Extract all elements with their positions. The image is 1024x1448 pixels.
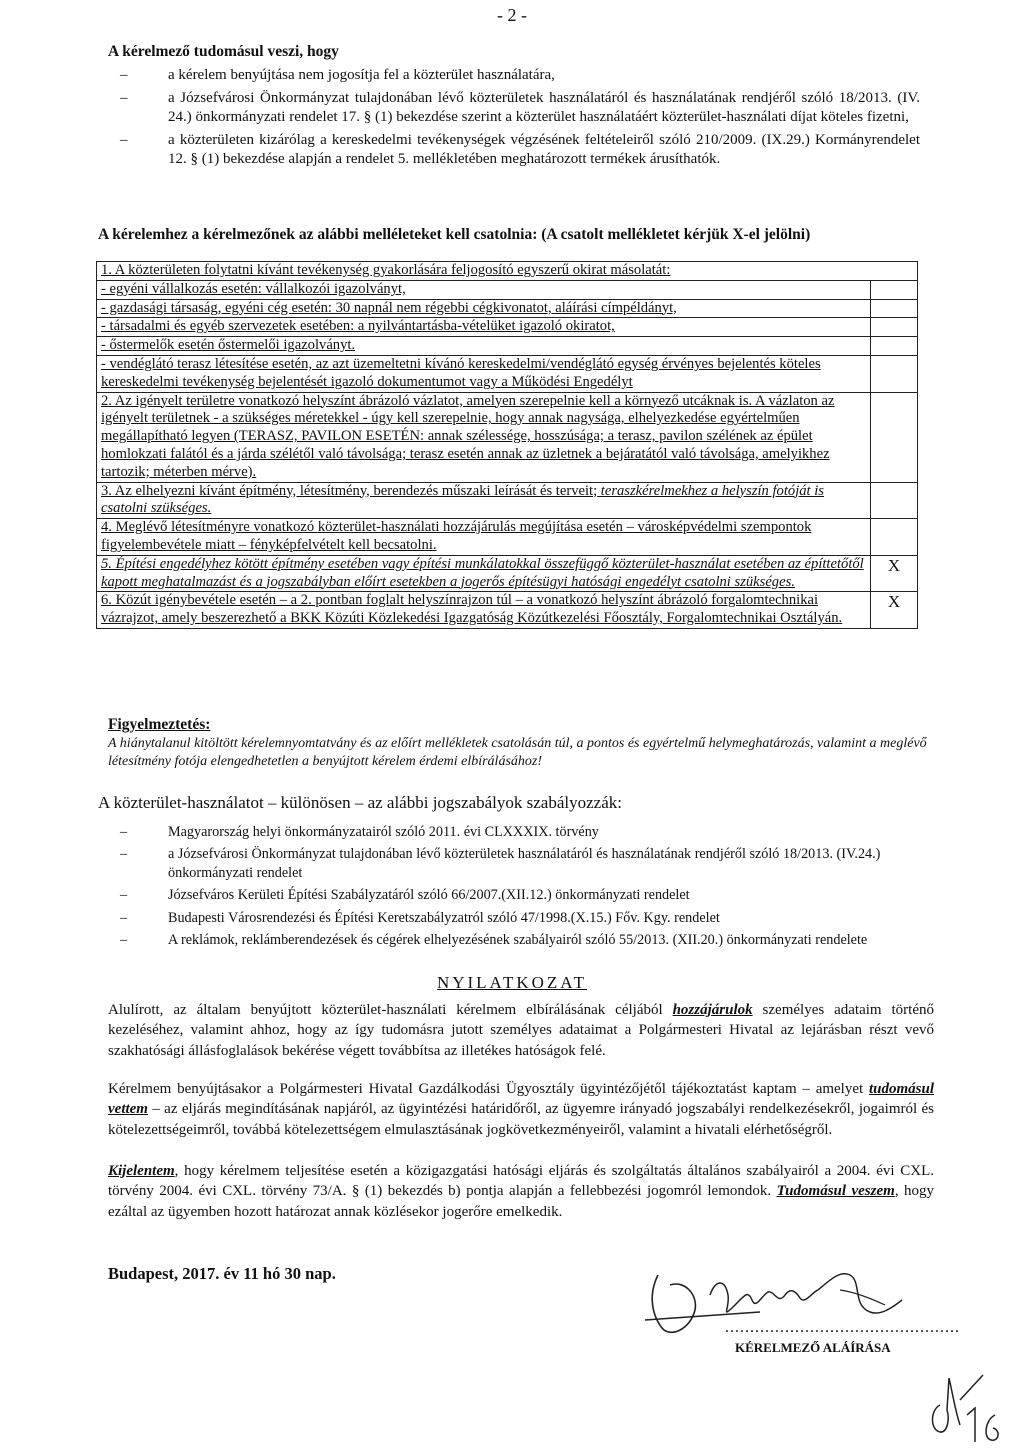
table-row — [97, 555, 918, 592]
attachment-checkbox[interactable] — [871, 519, 918, 556]
attachment-checkbox[interactable] — [871, 355, 918, 392]
intro-item: – a kérelem benyújtása nem jogosítja fel a közterület használatára, — [108, 66, 920, 86]
attachment-label: - vendéglátó terasz létesítése esetén, az azt üzemeltetni kívánó kereskedelmi/vendéglátó egység érvényes bejelentés köteles kereskedelmi tevékenység bejelentését igazoló dokumentumot vagy a Működési Engedélyt — [101, 355, 821, 390]
declaration-paragraph-3 — [108, 1161, 934, 1222]
declaration-title: NYILATKOZAT — [436, 973, 588, 992]
law-item: – Józsefváros Kerületi Építési Szabályzatáról szóló 66/2007.(XII.12.) önkormányzati rendelet — [108, 886, 930, 904]
paragraph-text: , hogy ezáltal az ügyemben hozott határozat annak közlésekor jogerőre emelkedik. — [108, 1183, 935, 1220]
attachment-label: 6. Közút igénybevétele esetén – a 2. pontban foglalt helyszínrajzon túl – a vonatkozó helyszínt ábrázoló forgalomtechnikai vázrajzot, amely beszerezhető a BKK Közúti Közlekedési Igazgatóság Közútkezelési Főosztály, Forgalomtechnikai Osztályán. — [101, 592, 843, 627]
table-row — [97, 355, 918, 392]
attachment-label: 5. Építési engedélyhez kötött építmény esetében vagy építési munkálatokkal összefüggő közterület-használat esetében az építtetőtől kapott meghatalmazást és a jogszabályban előírt esetekben a jogerős építésügyi hatósági engedélyt csatolni szükséges. — [101, 555, 864, 590]
attachment-text — [97, 262, 918, 281]
attachment-label: - egyéni vállalkozás esetén: vállalkozói igazolványt, — [101, 280, 406, 297]
paragraph-text: Alulírott, az általam benyújtott közterület-használati kérelmem elbírálásának céljából — [108, 1002, 673, 1018]
attachment-label: - gazdasági társaság, egyéni cég esetén: 30 napnál nem régebbi cégkivonatot, aláírási címpéldányt, — [101, 299, 677, 316]
attachment-text — [97, 392, 871, 482]
laws-list — [108, 823, 930, 954]
attachment-text — [97, 592, 871, 629]
attachment-label: 2. Az igényelt területre vonatkozó helyszínt ábrázoló vázlatot, amelyen szerepelnie kell a környező utcáknak is. A vázlaton az igényelt területnek - a szükséges méretekkel - úgy kell szerepelnie, hogy annak nagysága, elhelyezkedése egyértelműen megállapítható legyen (TERASZ, PAVILON ESETÉN: annak szélessége, hosszúsága; a terasz, pavilon szélének az épület homlokzati falától és a járda szélétől való távolsága; terasz esetén annak az üzletnek a bejáratától való távolsága, amelyikhez tartozik; méterben mérve). — [101, 392, 835, 480]
declaration-paragraph-1 — [108, 1000, 934, 1061]
attachment-text — [97, 299, 871, 318]
attachment-text — [97, 482, 871, 519]
page-number: - 2 - — [497, 5, 527, 25]
table-row — [97, 299, 918, 318]
emphasis-acknowledged: tudomásul vettem — [108, 1081, 934, 1118]
attachment-text — [97, 337, 871, 356]
warning-title: Figyelmeztetés: — [108, 716, 211, 733]
table-row — [97, 519, 918, 556]
attachment-text — [97, 355, 871, 392]
table-row — [97, 592, 918, 629]
attachment-checkbox[interactable]: X — [871, 555, 918, 592]
intro-list — [108, 66, 920, 173]
attachment-label: 4. Meglévő létesítményre vonatkozó közterület-használati hozzájárulás megújítása esetén – városképvédelmi szempontok figyelembevétele miatt – fényképfelvételt kell becsatolni. — [101, 519, 812, 553]
intro-item: – a közterületen kizárólag a kereskedelmi tevékenységek végzésének feltételeiről szóló 210/2009. (IX.29.) Kormányrendelet 12. § (1) bekezdése alapján a rendelet 5. mellékletében meghatározott termékek árusíthatók. — [108, 131, 920, 170]
paragraph-text: Kérelmem benyújtásakor a Polgármesteri Hivatal Gazdálkodási Ügyosztály ügyintézőjétől tájékoztatást kaptam – amelyet — [108, 1081, 869, 1097]
law-item: – a Józsefvárosi Önkormányzat tulajdonában lévő közterületek használatáról és használatának rendjéről szóló 18/2013. (IV.24.) önkormányzati rendelet — [108, 845, 930, 882]
attachment-checkbox[interactable]: X — [871, 592, 918, 629]
table-row — [97, 337, 918, 356]
attachment-label-italic: teraszkérelmekhez a helyszín fotóját is csatolni szükséges. — [101, 482, 824, 517]
attachment-label: - társadalmi és egyéb szervezetek esetében: a nyilvántartásba-vételüket igazoló okiratot, — [101, 318, 615, 335]
attachment-label: 3. Az elhelyezni kívánt építmény, létesítmény, berendezés műszaki leírását és terveit; — [101, 482, 598, 499]
emphasis-declare: Kijelentem — [108, 1163, 175, 1179]
declaration-paragraph-2 — [108, 1079, 934, 1140]
paragraph-text: személyes adataim történő kezeléséhez, valamint ahhoz, hogy az így tudomásra jutott személyes adataimat a Polgármesteri Hivatal az lejárásban részt vevő szakhatósági állásfoglalások bekérése végett továbbítsa az illetékes hatóságok felé. — [108, 1002, 934, 1059]
table-row — [97, 262, 918, 281]
emphasis-acknowledge: Tudomásul veszem — [776, 1183, 895, 1200]
table-row — [97, 318, 918, 337]
attachment-label: 1. A közterületen folytatni kívánt tevékenység gyakorlására feljogosító egyszerű okirat másolatát: — [101, 262, 671, 278]
attachment-text — [97, 519, 871, 556]
attachment-checkbox[interactable] — [871, 280, 918, 299]
intro-item: – a Józsefvárosi Önkormányzat tulajdonában lévő közterületek használatáról és használatának rendjéről szóló 18/2013. (IV. 24.) önkormányzati rendelet 17. § (1) bekezdése szerint a közterület használatáért közterület-használati díjat köteles fizetni, — [108, 89, 920, 128]
table-row — [97, 280, 918, 299]
paragraph-text: , hogy kérelmem teljesítése esetén a közigazgatási hatósági eljárás és szolgáltatás általános szabályairól a 2004. évi CXL. törvény 2004. évi CXL. törvény 73/A. § (1) bekezdés b) pontja alapján a fellebbezési jogomról lemondok. — [108, 1163, 934, 1200]
paragraph-text: – az eljárás megindításának napjáról, az ügyintézési határidőről, az ügyemre irányadó jogszabályi rendelkezésekről, jogaimról és kötelezettségeimről, továbbá kötelezettségem elmulasztásának jogkövetkezményeiről, valamint a hivatali elérhetőségről. — [108, 1101, 934, 1138]
date-line: Budapest, 2017. év 11 hó 30 nap. — [108, 1264, 336, 1283]
attachments-heading: A kérelemhez a kérelmezőnek az alábbi melléleteket kell csatolnia: (A csatolt mellékletet kérjük X-el jelölni) — [98, 226, 811, 243]
law-item: – A reklámok, reklámberendezések és cégérek elhelyezésének szabályairól szóló 55/2013. (XII.20.) önkormányzati rendelete — [108, 931, 930, 949]
attachment-checkbox[interactable] — [871, 482, 918, 519]
attachment-checkbox[interactable] — [871, 318, 918, 337]
signature-label: KÉRELMEZŐ ALÁÍRÁSA — [735, 1340, 891, 1355]
table-row — [97, 392, 918, 482]
attachments-table — [96, 261, 918, 629]
signature-line: ............................................... — [725, 1319, 960, 1336]
table-row — [97, 482, 918, 519]
attachment-text — [97, 555, 871, 592]
attachment-checkbox[interactable] — [871, 392, 918, 482]
handwritten-initials — [925, 1370, 1005, 1445]
attachment-text — [97, 280, 871, 299]
attachment-checkbox[interactable] — [871, 299, 918, 318]
attachment-label: - őstermelők esetén őstermelői igazolványt. — [101, 337, 356, 354]
warning-text: A hiánytalanul kitöltött kérelemnyomtatvány és az előírt mellékletek csatolásán túl, a pontos és egyértelmű helymeghatározás, valamint a meglévő létesítmény fotója elengedhetetlen a benyújtott kérelem érdemi elbírálásához! — [108, 736, 927, 770]
attachment-checkbox[interactable] — [871, 337, 918, 356]
intro-heading: A kérelmező tudomásul veszi, hogy — [108, 43, 339, 60]
laws-heading: A közterület-használatot – különösen – az alábbi jogszabályok szabályozzák: — [98, 793, 622, 812]
law-item: – Magyarország helyi önkormányzatairól szóló 2011. évi CLXXXIX. törvény — [108, 823, 930, 841]
law-item: – Budapesti Városrendezési és Építési Keretszabályzatról szóló 47/1998.(X.15.) Főv. Kgy. rendelet — [108, 909, 930, 927]
attachment-text — [97, 318, 871, 337]
emphasis-consent: hozzájárulok — [672, 1002, 753, 1018]
